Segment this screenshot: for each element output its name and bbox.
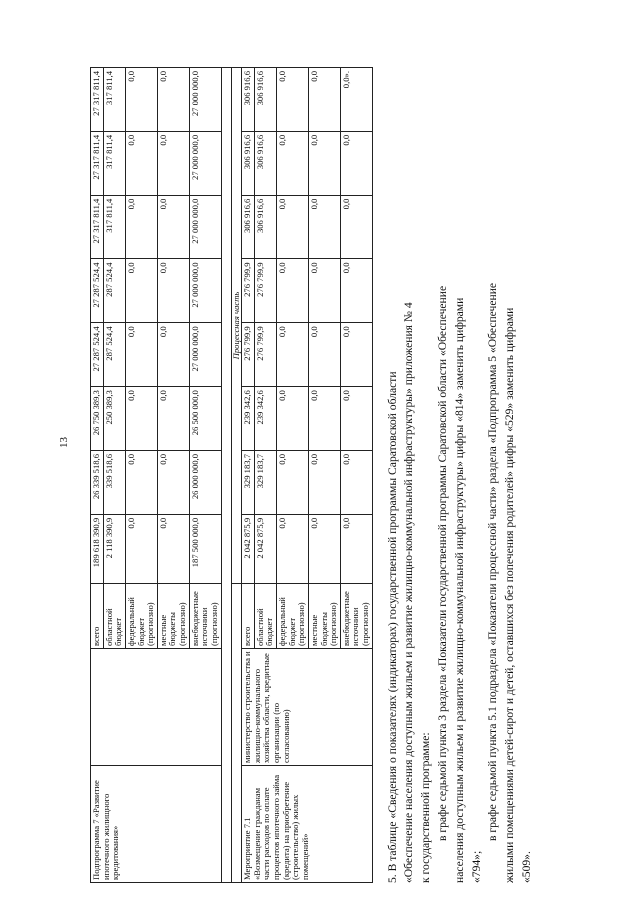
funding-source-label: всего	[242, 584, 255, 649]
amount-cell: 0,0	[277, 387, 309, 451]
amount-cell: 0,0	[308, 68, 340, 132]
amount-cell: 250 389,3	[103, 387, 125, 451]
amount-cell: 0,0	[125, 387, 157, 451]
funding-source-label: областной бюджет	[254, 584, 276, 649]
amount-cell: 0,0	[340, 131, 372, 195]
amount-cell: 0,0	[157, 131, 189, 195]
amount-cell: 306 916,6	[254, 131, 276, 195]
funding-source-label: областной бюджет	[103, 584, 125, 649]
table-row	[91, 68, 104, 883]
section-title: Процессная часть	[231, 68, 242, 584]
amount-cell: 0,0	[308, 131, 340, 195]
amount-cell: 0,0	[340, 195, 372, 259]
amount-cell: 27 000 000,0	[189, 323, 221, 387]
amount-cell: 27 000 000,0	[189, 68, 221, 132]
funding-source-label: всего	[91, 584, 104, 649]
amount-cell: 0,0	[125, 259, 157, 323]
text-line: «Обеспечение населения доступным жильем и развитие жилищно-коммунальной инфраструктуры» приложения № 4	[402, 302, 416, 883]
amount-cell: 276 799,9	[242, 323, 255, 387]
amount-cell: 0,0	[277, 514, 309, 583]
amount-cell: 306 916,6	[242, 68, 255, 132]
text-line: в графе седьмой пункта 5.1 подраздела «Показатели процессной части» раздела «Подпрограмма 5 «Обеспечение	[486, 282, 500, 841]
amount-cell: 306 916,6	[242, 195, 255, 259]
funding-source-label: местные бюджеты (прогнозно)	[308, 584, 340, 649]
amount-cell: 27 287 524,4	[91, 259, 104, 323]
amount-cell: 317 811,4	[103, 68, 125, 132]
text-line: жилыми помещениями детей-сирот и детей, оставшихся без попечения родителей» цифры «529» заменить цифрами	[503, 307, 517, 883]
amount-cell: 329 183,7	[254, 450, 276, 514]
amount-cell: 0,0	[340, 259, 372, 323]
amount-cell: 0,0	[277, 131, 309, 195]
amount-cell: 0,0».	[340, 68, 372, 132]
amount-cell: 0,0	[308, 195, 340, 259]
amount-cell: 339 518,6	[103, 450, 125, 514]
amount-cell: 187 500 000,0	[189, 514, 221, 583]
amount-cell: 0,0	[125, 514, 157, 583]
amount-cell: 276 799,9	[254, 259, 276, 323]
paragraph-5	[385, 67, 435, 883]
responsible-cell: министерство строительства и жилищно-коммунального хозяйства области, кредитные организации (по согласованию)	[242, 649, 373, 766]
amount-cell: 26 750 389,3	[91, 387, 104, 451]
rotated-content	[90, 27, 570, 895]
page-number: 13	[58, 437, 70, 448]
text-line: населения доступным жильем и развитие жилищно-коммунальной инфраструктуры» цифры «814» заменить цифрами	[452, 297, 466, 883]
funding-source-label: федеральный бюджет (прогнозно)	[277, 584, 309, 649]
amount-cell: 0,0	[340, 514, 372, 583]
funding-source-label: местные бюджеты (прогнозно)	[157, 584, 189, 649]
funding-source-label: внебюджетные источники (прогнозно)	[189, 584, 221, 649]
amount-cell: 0,0	[340, 450, 372, 514]
subprogram-7-block	[91, 68, 222, 883]
amount-cell: 0,0	[157, 450, 189, 514]
amount-cell: 26 339 518,6	[91, 450, 104, 514]
responsible-cell	[91, 649, 222, 766]
amount-cell: 0,0	[308, 450, 340, 514]
section-title-row	[231, 68, 242, 883]
amount-cell: 0,0	[277, 450, 309, 514]
amount-cell: 0,0	[277, 68, 309, 132]
measure-7-1-block	[242, 68, 373, 883]
amount-cell: 0,0	[157, 68, 189, 132]
amount-cell: 306 916,6	[254, 195, 276, 259]
amount-cell: 0,0	[308, 259, 340, 323]
table-row	[242, 68, 255, 883]
paragraph-point-3	[435, 67, 485, 883]
amount-cell: 0,0	[157, 514, 189, 583]
amount-cell: 27 317 811,4	[91, 68, 104, 132]
funding-source-label: федеральный бюджет (прогнозно)	[125, 584, 157, 649]
amount-cell: 0,0	[340, 387, 372, 451]
amount-cell: 0,0	[277, 259, 309, 323]
text-line: 5. В таблице «Сведения о показателях (индикаторах) государственной программы Саратовской области	[385, 371, 399, 883]
amount-cell: 0,0	[277, 195, 309, 259]
amount-cell: 0,0	[125, 450, 157, 514]
amount-cell: 26 000 000,0	[189, 450, 221, 514]
amount-cell: 0,0	[277, 323, 309, 387]
text-line: в графе седьмой пункта 3 раздела «Показатели государственной программы Саратовской области «Обеспечение	[436, 285, 450, 841]
amount-cell: 306 916,6	[242, 131, 255, 195]
amount-cell: 27 000 000,0	[189, 195, 221, 259]
amount-cell: 276 799,9	[242, 259, 255, 323]
program-name-cell: Подпрограмма 7 «Развитие ипотечного жилищного кредитования»	[91, 766, 222, 883]
amount-cell: 276 799,9	[254, 323, 276, 387]
amount-cell: 2 042 875,9	[254, 514, 276, 583]
section-divider	[221, 68, 242, 883]
amount-cell: 27 317 811,4	[91, 131, 104, 195]
amount-cell: 0,0	[125, 68, 157, 132]
paragraph-point-5-1	[485, 67, 535, 883]
amount-cell: 239 342,6	[254, 387, 276, 451]
amount-cell: 0,0	[125, 195, 157, 259]
amount-cell: 189 618 390,9	[91, 514, 104, 583]
amount-cell: 0,0	[125, 131, 157, 195]
text-line: «509».	[520, 851, 533, 883]
funding-source-label: внебюджетные источники (прогнозно)	[340, 584, 372, 649]
amount-cell: 0,0	[308, 387, 340, 451]
amount-cell: 0,0	[125, 323, 157, 387]
amount-cell: 0,0	[157, 259, 189, 323]
program-name-cell: Мероприятие 7.1 «Возмещение гражданам части расходов по оплате процентов ипотечного займа (кредита) на приобретение (строительство) жилых помещений»	[242, 766, 373, 883]
amount-cell: 27 287 524,4	[91, 323, 104, 387]
funding-table	[90, 67, 373, 883]
text-line: к государственной программе:	[419, 732, 433, 883]
gap-row	[221, 68, 231, 883]
amount-cell: 287 524,4	[103, 259, 125, 323]
amount-cell: 0,0	[157, 195, 189, 259]
amount-cell: 306 916,6	[254, 68, 276, 132]
text-line: «794»;	[469, 850, 483, 883]
amount-cell: 0,0	[340, 323, 372, 387]
amount-cell: 27 000 000,0	[189, 131, 221, 195]
amount-cell: 317 811,4	[103, 195, 125, 259]
amount-cell: 0,0	[157, 387, 189, 451]
amount-cell: 0,0	[308, 323, 340, 387]
amount-cell: 0,0	[157, 323, 189, 387]
amount-cell: 287 524,4	[103, 323, 125, 387]
amount-cell: 27 000 000,0	[189, 259, 221, 323]
amount-cell: 2 118 390,9	[103, 514, 125, 583]
amount-cell: 317 811,4	[103, 131, 125, 195]
amount-cell: 2 042 875,9	[242, 514, 255, 583]
amount-cell: 27 317 811,4	[91, 195, 104, 259]
amount-cell: 0,0	[308, 514, 340, 583]
amount-cell: 329 183,7	[242, 450, 255, 514]
amount-cell: 26 500 000,0	[189, 387, 221, 451]
amount-cell: 239 342,6	[242, 387, 255, 451]
